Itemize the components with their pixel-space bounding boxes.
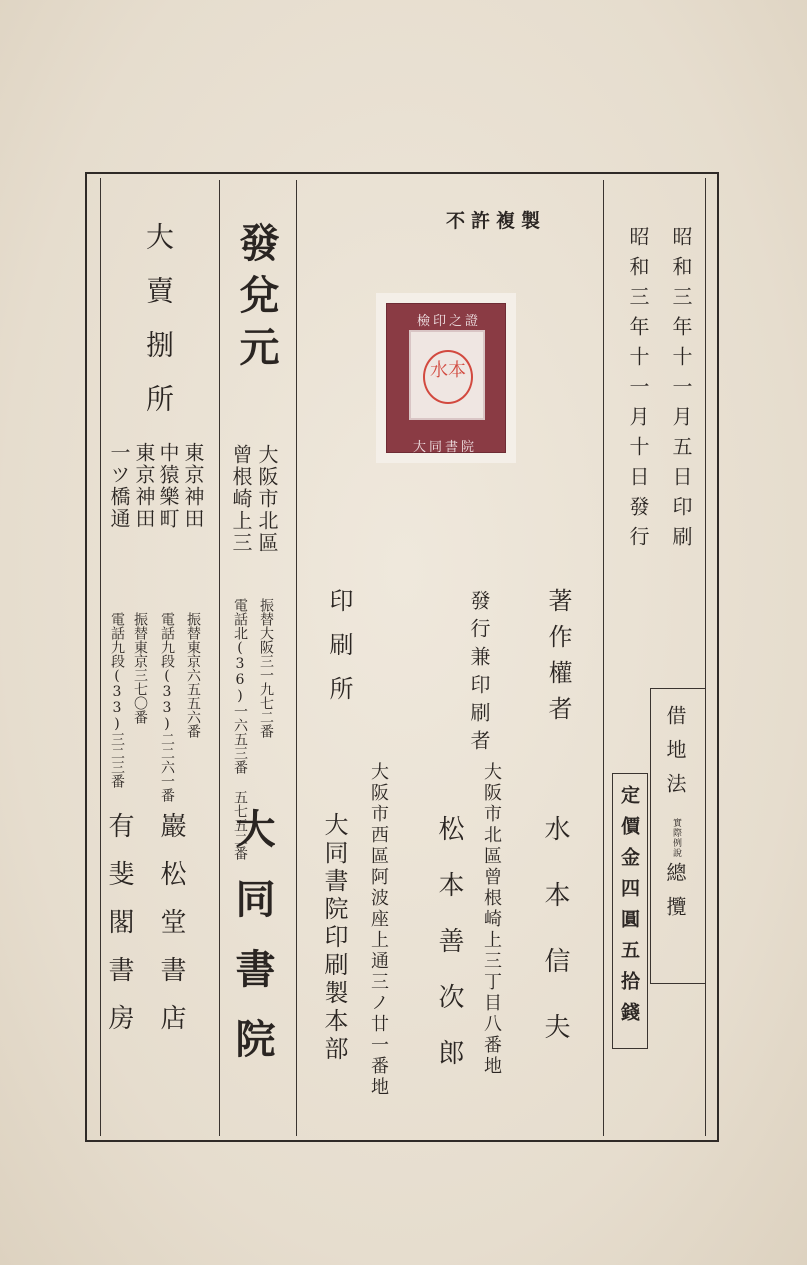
stamp-window	[409, 330, 485, 420]
revenue-stamp	[376, 293, 516, 463]
distributor-2-name: 有斐閣書房	[104, 812, 134, 1052]
publisher-address-2: 曾根崎上三	[229, 444, 253, 554]
divider-distributor	[219, 180, 220, 1136]
stamp-body	[386, 303, 506, 453]
publisher-printer-label: 發行兼印刷者	[467, 590, 491, 758]
distributor-1-address-2: 中猿樂町	[156, 442, 180, 530]
publisher-transfer-account: 振替大阪三一九七二番	[258, 598, 274, 738]
publisher-printer-name: 松本善次郎	[434, 815, 464, 1095]
publisher-printer-address: 大阪市北區曾根崎上三丁目八番地	[481, 762, 502, 1077]
publisher-phone: 電話北(36)一六五三番 五七五二番	[232, 598, 248, 860]
publisher-label: 發兌元	[233, 222, 280, 378]
distributor-2-transfer: 振替東京三七〇番	[132, 612, 148, 724]
no-reproduction-caption: 不許複製	[446, 210, 547, 232]
price: 定價金四圓五拾錢	[618, 785, 640, 1033]
book-title-tail: 總攬	[663, 862, 687, 930]
print-date: 昭和三年十一月五日印刷	[669, 226, 693, 556]
printing-office-label: 印刷所	[325, 588, 353, 720]
issue-date: 昭和三年十一月十日發行	[626, 226, 650, 556]
distributor-1-address-1: 東京神田	[181, 442, 205, 530]
author-name: 水本信夫	[540, 815, 570, 1079]
divider-publisher	[296, 180, 297, 1136]
distributor-1-transfer: 振替東京六五五六番	[185, 612, 201, 738]
book-subtitle: 實際例說	[671, 818, 681, 858]
distributor-1-name: 巖松堂書店	[156, 812, 186, 1052]
distributor-1-phone: 電話九段(33)二二六一番	[159, 612, 175, 802]
publisher-address-1: 大阪市北區	[255, 444, 279, 554]
publisher-name: 大同書院	[229, 808, 276, 1088]
author-seal	[423, 350, 473, 404]
divider-dates	[603, 180, 604, 1136]
stamp-top-text: 檢印之證	[417, 314, 482, 329]
author-label: 著作權者	[544, 588, 572, 732]
distributor-2-phone: 電話九段(33)三二三番	[109, 612, 125, 788]
distributors-label: 大賣捌所	[142, 222, 175, 438]
stamp-bottom-text: 大同書院	[413, 440, 478, 455]
distributor-2-address-1: 東京神田	[132, 442, 156, 530]
seal-text: 水本	[430, 360, 466, 381]
distributor-2-address-2: 一ツ橋通	[107, 442, 131, 530]
printing-office-address: 大阪市西區阿波座上通三ノ廿一番地	[368, 762, 389, 1098]
printing-office-name: 大同書院印刷製本部	[320, 812, 348, 1064]
book-title: 借地法	[663, 705, 687, 807]
